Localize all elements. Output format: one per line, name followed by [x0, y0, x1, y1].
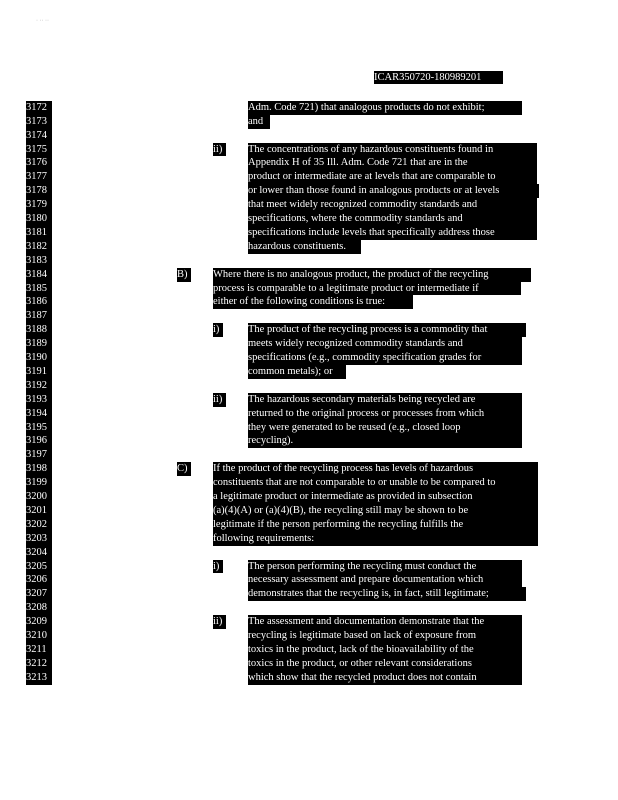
line-number: 3199 [26, 476, 52, 490]
text-line: they were generated to be reused (e.g., closed loop [248, 421, 522, 435]
item-label-i: i) [213, 323, 223, 337]
line-number: 3193 [26, 393, 52, 407]
text-line: Where there is no analogous product, the product of the recycling [213, 268, 531, 282]
line-number: 3207 [26, 587, 52, 601]
line-number: 3179 [26, 198, 52, 212]
line-number: 3175 [26, 143, 52, 157]
line-number: 3204 [26, 546, 52, 560]
line-number: 3172 [26, 101, 52, 115]
line-number: 3205 [26, 560, 52, 574]
text-line: The hazardous secondary materials being recycled are [248, 393, 522, 407]
text-line: toxics in the product, or other relevant considerations [248, 657, 522, 671]
text-line: constituents that are not comparable to or unable to be compared to [213, 476, 538, 490]
text-line: Adm. Code 721) that analogous products do not exhibit; [248, 101, 522, 115]
item-label-ii: ii) [213, 393, 226, 407]
text-line: either of the following conditions is true: [213, 295, 413, 309]
line-number: 3203 [26, 532, 52, 546]
line-number: 3188 [26, 323, 52, 337]
line-number: 3189 [26, 337, 52, 351]
text-line: demonstrates that the recycling is, in fact, still legitimate; [248, 587, 526, 601]
line-number: 3173 [26, 115, 52, 129]
line-number: 3198 [26, 462, 52, 476]
line-number: 3180 [26, 212, 52, 226]
text-line: necessary assessment and prepare documentation which [248, 573, 522, 587]
line-number: 3192 [26, 379, 52, 393]
text-line: and [248, 115, 270, 129]
text-line: following requirements: [213, 532, 538, 546]
text-line: or lower than those found in analogous products or at levels [248, 184, 539, 198]
text-line: The person performing the recycling must conduct the [248, 560, 522, 574]
text-line: The assessment and documentation demonstrate that the [248, 615, 522, 629]
item-label-ii: ii) [213, 615, 226, 629]
text-line: hazardous constituents. [248, 240, 361, 254]
text-line: (a)(4)(A) or (a)(4)(B), the recycling still may be shown to be [213, 504, 538, 518]
text-line: common metals); or [248, 365, 346, 379]
text-line: The concentrations of any hazardous constituents found in [248, 143, 537, 157]
line-number: 3176 [26, 156, 52, 170]
text-line: a legitimate product or intermediate as provided in subsection [213, 490, 538, 504]
text-line: recycling is legitimate based on lack of exposure from [248, 629, 522, 643]
line-number: 3184 [26, 268, 52, 282]
item-label-ii: ii) [213, 143, 226, 157]
item-label-B: B) [177, 268, 191, 282]
line-number: 3196 [26, 434, 52, 448]
text-line: returned to the original process or processes from which [248, 407, 522, 421]
text-line: which show that the recycled product does not contain [248, 671, 522, 685]
line-number: 3195 [26, 421, 52, 435]
line-number: 3183 [26, 254, 52, 268]
text-line: If the product of the recycling process has levels of hazardous [213, 462, 538, 476]
line-number: 3174 [26, 129, 52, 143]
line-number: 3185 [26, 282, 52, 296]
item-label-C: C) [177, 462, 191, 476]
text-line: process is comparable to a legitimate product or intermediate if [213, 282, 521, 296]
text-line: Appendix H of 35 Ill. Adm. Code 721 that are in the [248, 156, 537, 170]
line-number: 3197 [26, 448, 52, 462]
text-line: specifications, where the commodity standards and [248, 212, 537, 226]
line-number: 3209 [26, 615, 52, 629]
text-line: toxics in the product, lack of the bioavailability of the [248, 643, 522, 657]
line-number: 3194 [26, 407, 52, 421]
line-number: 3186 [26, 295, 52, 309]
line-number: 3178 [26, 184, 52, 198]
text-line: meets widely recognized commodity standards and [248, 337, 522, 351]
line-number: 3191 [26, 365, 52, 379]
scan-marks: · ·· ·· [36, 18, 49, 24]
text-line: specifications include levels that specifically address those [248, 226, 537, 240]
line-number: 3187 [26, 309, 52, 323]
line-number: 3206 [26, 573, 52, 587]
line-number: 3208 [26, 601, 52, 615]
line-number: 3211 [26, 643, 52, 657]
line-number: 3213 [26, 671, 52, 685]
text-line: product or intermediate are at levels that are comparable to [248, 170, 537, 184]
text-line: legitimate if the person performing the recycling fulfills the [213, 518, 538, 532]
line-number: 3177 [26, 170, 52, 184]
line-number: 3181 [26, 226, 52, 240]
line-number: 3182 [26, 240, 52, 254]
document-id-header: ICAR350720-180989201 [374, 71, 503, 84]
text-line: recycling). [248, 434, 522, 448]
text-line: specifications (e.g., commodity specification grades for [248, 351, 522, 365]
item-label-i: i) [213, 560, 223, 574]
line-number: 3210 [26, 629, 52, 643]
line-number: 3201 [26, 504, 52, 518]
line-number: 3202 [26, 518, 52, 532]
line-number: 3190 [26, 351, 52, 365]
line-number: 3200 [26, 490, 52, 504]
text-line: that meet widely recognized commodity standards and [248, 198, 537, 212]
text-line: The product of the recycling process is a commodity that [248, 323, 526, 337]
line-number: 3212 [26, 657, 52, 671]
